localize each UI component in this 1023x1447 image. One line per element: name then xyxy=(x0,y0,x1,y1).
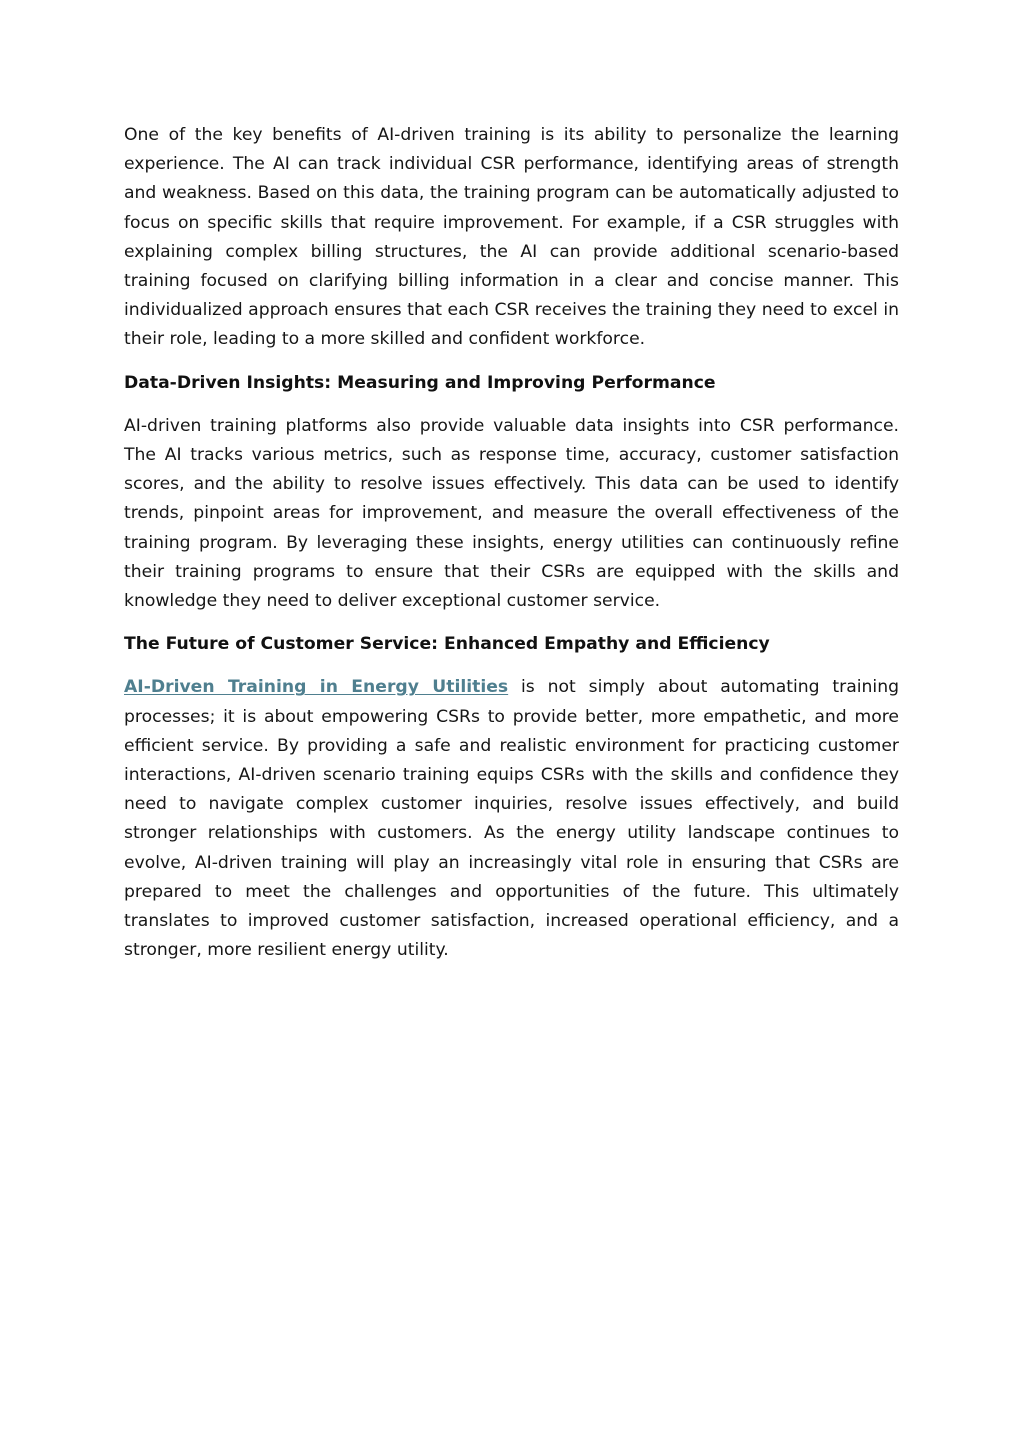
body-paragraph-personalization: One of the key benefits of AI-driven training is its ability to personalize the learning experience. The AI can track individual CSR performance, identifying areas of strength and weakness. Based on this data, the training program can be automatically adjusted to focus on specific skills that require improvement. For example, if a CSR struggles with explaining complex billing structures, the AI can provide additional scenario-based training focused on clarifying billing information in a clear and concise manner. This individualized approach ensures that each CSR receives the training they need to excel in their role, leading to a more skilled and confident workforce. xyxy=(124,125,899,350)
body-paragraph-future-text: is not simply about automating training processes; it is about empowering CSRs to provide better, more empathetic, and more efficient service. By providing a safe and realistic environment for practicing customer interactions, AI-driven scenario training equips CSRs with the skills and confidence they need to navigate complex customer inquiries, resolve issues effectively, and build stronger relationships with customers. As the energy utility landscape continues to evolve, AI-driven training will play an increasingly vital role in ensuring that CSRs are prepared to meet the challenges and opportunities of the future. This ultimately translates to improved customer satisfaction, increased operational efficiency, and a stronger, more resilient energy utility. xyxy=(124,677,899,961)
body-paragraph-data-insights: AI-driven training platforms also provide valuable data insights into CSR performance. The AI tracks various metrics, such as response time, accuracy, customer satisfaction scores, and the ability to resolve issues effectively. This data can be used to identify trends, pinpoint areas for improvement, and measure the overall effectiveness of the training program. By leveraging these insights, energy utilities can continuously refine their training programs to ensure that their CSRs are equipped with the skills and knowledge they need to deliver exceptional customer service. xyxy=(124,415,899,612)
section-heading-data-driven-insights: Data-Driven Insights: Measuring and Improving Performance xyxy=(124,372,716,393)
document-page xyxy=(124,121,899,979)
body-paragraph-future xyxy=(124,673,899,965)
section-heading-future-of-customer-service: The Future of Customer Service: Enhanced Empathy and Efficiency xyxy=(124,634,770,655)
ai-driven-training-link[interactable]: AI-Driven Training in Energy Utilities xyxy=(124,677,509,698)
